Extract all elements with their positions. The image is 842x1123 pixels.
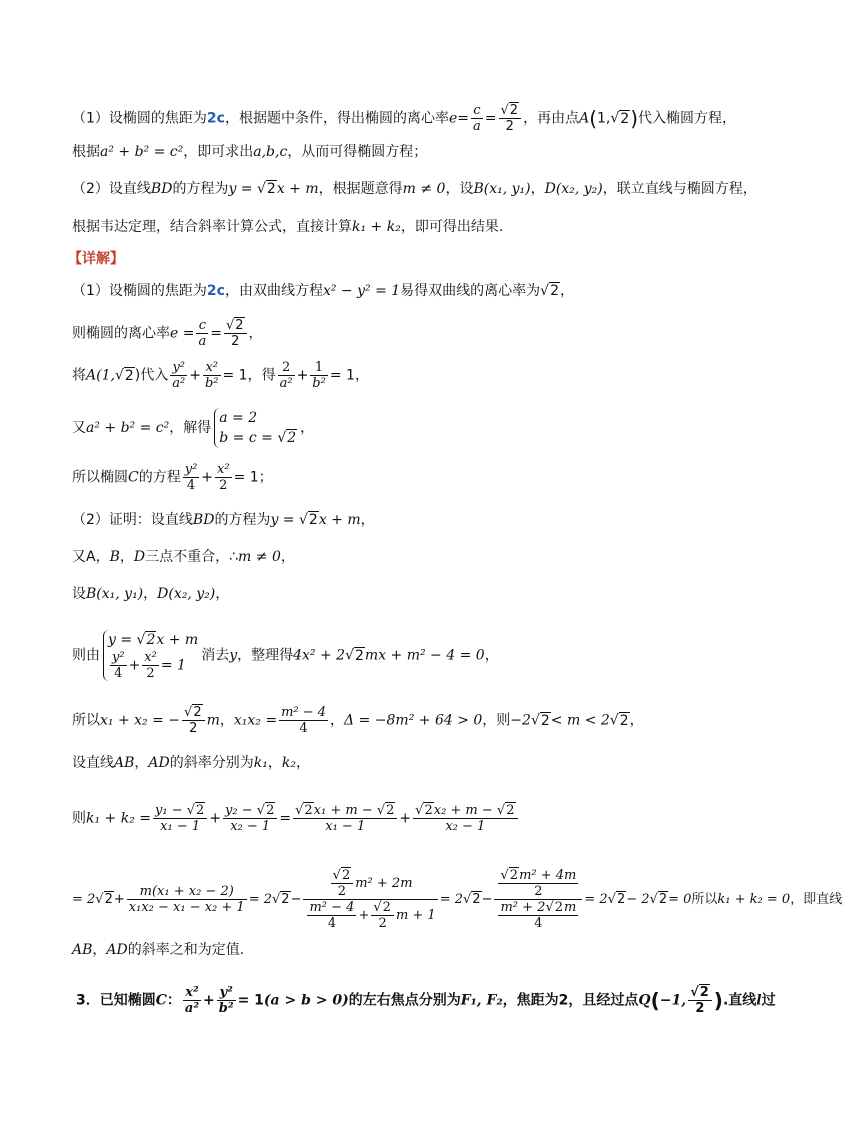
text: .直线 bbox=[722, 992, 757, 1009]
math: B bbox=[109, 549, 120, 565]
text: ， bbox=[119, 549, 134, 565]
text: 消去 bbox=[201, 647, 230, 664]
text: ， bbox=[295, 755, 310, 771]
detail-heading: 【详解】 bbox=[68, 251, 124, 267]
text: ， bbox=[143, 586, 158, 602]
text: 设直线 bbox=[72, 755, 114, 771]
detail-line-3: 将A(1,√2)代入 $\frac{\text{y²}}{\text{a²}}$ + $\frac{\text{x²}}{\text{b²}}$ = 1，得 $\frac{2}{\text{a²}}$ + $\frac{1}{\text{b²}}$ = 1， bbox=[72, 360, 369, 391]
text: 过 bbox=[761, 992, 776, 1009]
math: 2 bbox=[266, 181, 276, 197]
text: 易得双曲线的离心率为 bbox=[400, 283, 541, 299]
math: AD bbox=[106, 942, 128, 958]
analysis-line-3: （2）设直线BD的方程为y = √2x + m，根据题意得m ≠ 0，设B(x₁, y₁)，D(x₂, y₂)，联立直线与椭圆方程， bbox=[72, 181, 757, 197]
math: (a > b > 0) bbox=[263, 992, 349, 1009]
detail-line-9: 则由 y = √2x + m $\frac{\text{y²}}{4}$ + $\frac{\text{x²}}{2}$ = 1 消去y，整理得4x² + 2√2mx + m² − 4 = 0， bbox=[72, 632, 499, 681]
math: e = bbox=[170, 325, 195, 342]
analysis-line-4 bbox=[72, 216, 503, 238]
text: 代入 bbox=[140, 367, 169, 384]
text: ，从而可得椭圆方程； bbox=[287, 144, 428, 160]
text: 的左右焦点分别为 bbox=[348, 992, 461, 1009]
math: D(x₂, y₂) bbox=[157, 586, 216, 602]
math: BD bbox=[150, 181, 173, 197]
text: （1）设椭圆的焦距为 bbox=[72, 283, 207, 299]
detail-line-8 bbox=[72, 583, 229, 605]
detail-line-5: 所以椭圆C的方程 $\frac{\text{y²}}{4}$ + $\frac{\text{x²}}{2}$ = 1； bbox=[72, 462, 273, 493]
fraction: $\frac{\text{m(x₁ + x₂ − 2)}}{\text{x₁x₂ − x₁ − x₂ + 1}}$ bbox=[128, 884, 245, 915]
text: ，即直线 bbox=[790, 892, 842, 907]
text: 的方程 bbox=[138, 469, 181, 486]
math: = 2 bbox=[72, 892, 96, 907]
math: AB bbox=[72, 942, 93, 958]
math: C bbox=[128, 469, 139, 486]
math: 2 bbox=[620, 110, 630, 127]
fraction: $\frac{\text{√2x₂ + m − √2}}{\text{x₂ − 1}}$ bbox=[413, 803, 517, 834]
fraction: $\frac{\text{x²}}{2}$ bbox=[217, 462, 230, 493]
text: ，焦距为2，且经过点 bbox=[502, 992, 639, 1009]
fraction: $\frac{\text{y²}}{\text{b²}}$ bbox=[218, 985, 234, 1016]
math: −2 bbox=[510, 712, 531, 729]
math: x₁x₂ = bbox=[233, 712, 278, 729]
text: ， bbox=[484, 647, 499, 664]
math: 2 bbox=[355, 647, 364, 664]
text: 又 bbox=[72, 420, 86, 436]
math: = 1 bbox=[329, 367, 355, 384]
math: a² + b² = c² bbox=[100, 144, 184, 160]
text: ，得 bbox=[247, 367, 276, 384]
text: 的方程为 bbox=[172, 181, 229, 197]
math: 2 bbox=[124, 367, 134, 384]
math: m ≠ 0 bbox=[402, 181, 446, 197]
text: ，联立直线与椭圆方程， bbox=[602, 181, 757, 197]
detail-line-2: 则椭圆的离心率e = $\frac{c}{a}$ = $\frac{√2}{2}$ ， bbox=[72, 318, 263, 349]
text: ，解得 bbox=[169, 420, 212, 436]
math: l bbox=[756, 992, 762, 1009]
text: ， bbox=[134, 755, 149, 771]
fraction: $\frac{\text{y²}}{4}$ bbox=[184, 462, 198, 493]
fraction: $\frac{√2}{2}$ bbox=[688, 985, 712, 1016]
text: ， bbox=[92, 942, 107, 958]
detail-line-10: 所以x₁ + x₂ = − $\frac{√2}{2}$ m，x₁x₂ = $\frac{\text{m² − 4}}{4}$ ，Δ = −8m² + 64 > 0，则−2√2< m < 2√2， bbox=[72, 705, 644, 736]
math: A(1, bbox=[86, 367, 115, 384]
text: ， bbox=[248, 325, 263, 342]
text: 三点不重合，∴ bbox=[145, 549, 239, 565]
math: AD bbox=[148, 755, 170, 771]
text: 将 bbox=[72, 367, 86, 384]
text: 设 bbox=[72, 586, 86, 602]
math: x² − y² = 1 bbox=[322, 283, 401, 299]
math: y = bbox=[270, 512, 299, 528]
math: Δ = −8m² + 64 > 0 bbox=[344, 712, 483, 729]
fraction: $\frac{\text{x²}}{\text{a²}}$ bbox=[184, 985, 200, 1016]
focal-2c: 2c bbox=[206, 283, 225, 299]
math: m ≠ 0 bbox=[238, 549, 281, 565]
text: 则由 bbox=[72, 647, 100, 664]
text: 代入椭圆方程， bbox=[638, 110, 737, 127]
math: D bbox=[133, 549, 146, 565]
detail-line-13: = 2√2+ $\frac{\text{m(x₁ + x₂ − 2)}}{\text{x₁x₂ − x₁ − x₂ + 1}}$ = 2√2− $\frac{√2}{2}$ m² + 2m $\frac{\text{m² − 4}}{4}$ + $\frac{√2}{2}$ m + 1 = 2√2− $\frac{\frac{\text{√2m² + 4m}}{2}}{\frac{\text{m² + 2√2m}}{4}}$ = 2√2− 2√2= 0所以k₁ + k₂ = 0，即直线 bbox=[72, 868, 842, 931]
math: k₂ bbox=[281, 755, 296, 771]
math: e bbox=[448, 110, 458, 127]
math: a² + b² = c² bbox=[86, 420, 170, 436]
fraction-sqrt2-2: $\frac{√2}{2}$ bbox=[499, 103, 522, 134]
text: ， bbox=[530, 181, 545, 197]
equation-system: a = 2 b = c = √2 bbox=[214, 408, 297, 448]
text: ，即可求出 bbox=[183, 144, 254, 160]
text: 3．已知椭圆 bbox=[76, 992, 156, 1009]
compound-fraction-1: $\frac{√2}{2}$ m² + 2m $\frac{\text{m² − 4}}{4}$ + $\frac{√2}{2}$ m + 1 bbox=[303, 868, 437, 931]
math: = bbox=[457, 110, 469, 127]
fraction: $\frac{1}{\text{b²}}$ bbox=[312, 360, 326, 391]
text: ，再由点 bbox=[523, 110, 580, 127]
text: 根据韦达定理，结合斜率计算公式，直接计算 bbox=[72, 219, 352, 235]
math: B(x₁, y₁) bbox=[473, 181, 531, 197]
math: m bbox=[206, 712, 220, 729]
text: 的斜率之和为定值. bbox=[127, 942, 245, 958]
text: 又A， bbox=[72, 549, 110, 565]
detail-line-4 bbox=[72, 408, 314, 448]
fraction-sqrt2-2: $\frac{√2}{2}$ bbox=[224, 318, 247, 349]
text: ，整理得 bbox=[237, 647, 294, 664]
text: 所以椭圆 bbox=[72, 469, 128, 486]
fraction: $\frac{\text{y₁ − √2}}{\text{x₁ − 1}}$ bbox=[153, 803, 207, 834]
detail-line-1: （1）设椭圆的焦距为2c，由双曲线方程x² − y² = 1易得双曲线的离心率为√2， bbox=[72, 283, 575, 299]
math: BD bbox=[192, 512, 215, 528]
fraction-c-a: $\frac{c}{a}$ bbox=[198, 318, 207, 349]
text: ， bbox=[354, 367, 369, 384]
math: Q bbox=[638, 992, 651, 1009]
text: （2）设直线 bbox=[72, 181, 151, 197]
math: k₁ + k₂ = bbox=[86, 810, 152, 827]
math: A bbox=[579, 110, 590, 127]
math: F₁, F₂ bbox=[460, 992, 503, 1009]
fraction: $\frac{2}{\text{a²}}$ bbox=[279, 360, 293, 391]
detail-line-6: （2）证明：设直线BD的方程为y = √2x + m， bbox=[72, 512, 375, 528]
fraction: $\frac{\text{y₂ − √2}}{\text{x₂ − 1}}$ bbox=[223, 803, 277, 834]
math: x₁ + x₂ = − bbox=[100, 712, 181, 729]
math: 1, bbox=[597, 110, 611, 127]
problem-3-statement: 3．已知椭圆C： $\frac{\text{x²}}{\text{a²}}$ + $\frac{\text{y²}}{\text{b²}}$ = 1(a > b > 0)的左右焦点分别为F₁, F₂，焦距为2，且经过点Q(−1, $\frac{√2}{2}$ ).直线l过 bbox=[76, 985, 776, 1016]
math: mx + m² − 4 = 0 bbox=[364, 647, 485, 664]
text: ，则 bbox=[482, 712, 511, 729]
math: 2 bbox=[308, 512, 318, 528]
math: C bbox=[155, 992, 167, 1009]
math: ) bbox=[134, 367, 141, 384]
math: y = bbox=[228, 181, 257, 197]
text: ， bbox=[629, 712, 644, 729]
fraction: $\frac{\text{√2x₁ + m − √2}}{\text{x₁ − 1}}$ bbox=[293, 803, 397, 834]
math: = 1 bbox=[222, 367, 248, 384]
text: （2）证明：设直线 bbox=[72, 512, 193, 528]
math: D(x₂, y₂) bbox=[544, 181, 603, 197]
focal-2c: 2c bbox=[206, 110, 225, 127]
text: ，由双曲线方程 bbox=[224, 283, 323, 299]
compound-fraction-2: $\frac{\frac{\text{√2m² + 4m}}{2}}{\frac{\text{m² + 2√2m}}{4}}$ bbox=[494, 868, 582, 931]
math: < m < 2 bbox=[550, 712, 610, 729]
text: ， bbox=[215, 586, 230, 602]
text: ， bbox=[560, 283, 575, 299]
text: ， bbox=[280, 549, 295, 565]
math: y bbox=[229, 647, 238, 664]
text: ： bbox=[166, 992, 181, 1009]
fraction: $\frac{\text{y²}}{\text{a²}}$ bbox=[172, 360, 186, 391]
text: ， bbox=[360, 512, 375, 528]
analysis-line-2 bbox=[72, 141, 427, 163]
math: k₁ + k₂ = 0 bbox=[717, 892, 791, 907]
analysis-line-1: （1）设椭圆的焦距为2c，根据题中条件，得出椭圆的离心率e= $\frac{c}{a}$ = $\frac{√2}{2}$ ，再由点A(1,√2)代入椭圆方程， bbox=[72, 103, 737, 134]
text: 根据 bbox=[72, 144, 100, 160]
fraction: $\frac{√2}{2}$ bbox=[182, 705, 205, 736]
math: k₁ bbox=[253, 755, 268, 771]
math: a,b,c bbox=[253, 144, 288, 160]
text: 则椭圆的离心率 bbox=[72, 325, 170, 342]
fraction: $\frac{\text{m² − 4}}{4}$ bbox=[281, 705, 327, 736]
text: ， bbox=[267, 755, 282, 771]
math: = 1 bbox=[233, 469, 259, 486]
detail-line-14 bbox=[72, 939, 244, 961]
text: ， bbox=[300, 420, 315, 436]
text: ，即可得出结果. bbox=[400, 219, 504, 235]
math: x + m bbox=[276, 181, 319, 197]
text: ； bbox=[258, 469, 273, 486]
text: ，根据题中条件，得出椭圆的离心率 bbox=[224, 110, 449, 127]
text: 的斜率分别为 bbox=[169, 755, 254, 771]
math: 4x² + 2 bbox=[293, 647, 346, 664]
math: B(x₁, y₁) bbox=[86, 586, 144, 602]
math: x + m bbox=[318, 512, 361, 528]
text: 则 bbox=[72, 810, 86, 827]
math: = bbox=[484, 110, 497, 127]
text: 所以 bbox=[691, 892, 718, 907]
fraction: $\frac{\text{x²}}{\text{b²}}$ bbox=[204, 360, 219, 391]
math: 2 bbox=[550, 283, 560, 299]
detail-line-12: 则k₁ + k₂ = $\frac{\text{y₁ − √2}}{\text{x₁ − 1}}$ + $\frac{\text{y₂ − √2}}{\text{x₂ − 1}}$ = $\frac{\text{√2x₁ + m − √2}}{\text{x₁ − 1}}$ + $\frac{\text{√2x₂ + m − √2}}{\text{x₂ − 1}}$ bbox=[72, 803, 520, 834]
text: 所以 bbox=[72, 712, 100, 729]
fraction-c-a: $\frac{c}{a}$ bbox=[473, 103, 481, 134]
math: k₁ + k₂ bbox=[352, 219, 401, 235]
text: 的方程为 bbox=[214, 512, 271, 528]
math: AB bbox=[114, 755, 135, 771]
text: ，根据题意得 bbox=[318, 181, 403, 197]
equation-system: y = √2x + m $\frac{\text{y²}}{4}$ + $\frac{\text{x²}}{2}$ = 1 bbox=[103, 630, 198, 681]
text: （1）设椭圆的焦距为 bbox=[72, 110, 207, 127]
detail-line-7 bbox=[72, 546, 295, 568]
text: ，设 bbox=[445, 181, 474, 197]
detail-line-11 bbox=[72, 752, 310, 774]
